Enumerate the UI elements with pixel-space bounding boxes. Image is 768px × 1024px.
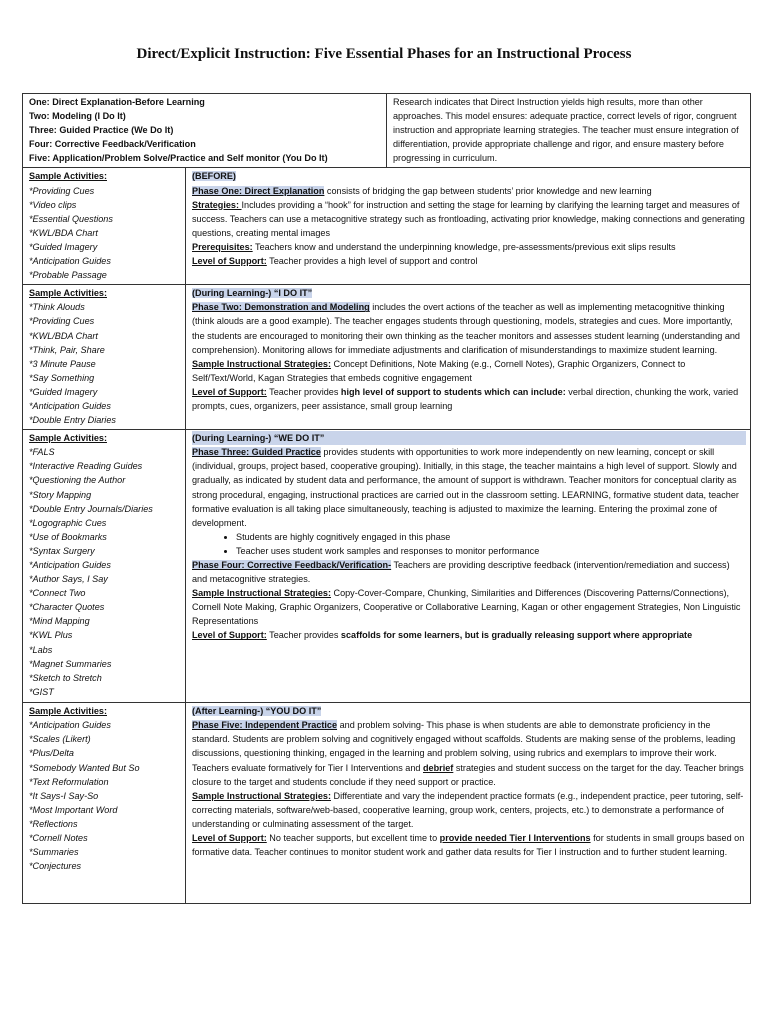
support-text: Teacher provides a high level of support and control (266, 256, 478, 267)
activity-item: *KWL/BDA Chart (29, 227, 98, 238)
activity-item: *Magnet Summaries (29, 658, 112, 669)
list-item: • Students are highly cognitively engaged in this phase (236, 530, 746, 544)
activities-cell (23, 430, 186, 703)
phase-two-label: Phase Two: Demonstration and Modeling (192, 302, 370, 313)
activity-item: *Text Reformulation (29, 776, 109, 787)
activity-item: *Video clips (29, 199, 77, 210)
list-item: • Teacher uses student work samples and responses to monitor performance (236, 544, 746, 558)
support-label: Level of Support: (192, 833, 267, 843)
phase-three-bullets (192, 530, 746, 558)
support-text: Teacher provides (266, 386, 341, 397)
before-header: (BEFORE) (192, 171, 236, 182)
activity-item: *Guided Imagery (29, 241, 98, 252)
we-do-it-header: (During Learning-) “WE DO IT” (192, 433, 325, 444)
activity-item: *Author Says, I Say (29, 574, 108, 585)
activities-heading: Sample Activities: (29, 706, 107, 717)
phase-list-item: Two: Modeling (I Do It) (29, 111, 126, 122)
activity-item: *Reflections (29, 818, 78, 829)
instructional-strategies-label: Sample Instructional Strategies: (192, 588, 331, 599)
phase-three-label: Phase Three: Guided Practice (192, 447, 321, 458)
phase-two-cell (186, 285, 751, 430)
activity-item: *Providing Cues (29, 185, 95, 196)
table-row (23, 94, 751, 168)
i-do-it-header: (During Learning-) “I DO IT” (192, 288, 313, 299)
activity-item: *Use of Bookmarks (29, 531, 107, 542)
phases-table (22, 93, 751, 904)
phase-three-text: provides students with opportunities to work more independently on new learning, concept or skill (individual, groups, project based, cooperative grouping). Initially, in this stage, the teacher maintains a high level of support. Slowly and gradually, as indicated by student data and performance, the amount of support is withdrawn. Teacher monitors for conceptual clarity as strong procedural, engaging, instructional practices are carried out in the classroom setting. LEARNING, formative student data, teacher formative evaluation is all taking place simultaneously, teaching is adjusted to maximize the learning. Entering the proximal zone of development. (192, 447, 739, 528)
activity-item: *Most Important Word (29, 804, 118, 815)
instructional-strategies-text: Copy-Cover-Compare, Chunking, Similarities and Differences (Discovering Patterns/Connections), Cornell Note Making, Graphic Organizers, Cooperative or Collaborative Learning, Kagan or other engagement Strategies, Non Linguistic Representations (192, 588, 741, 627)
activities-heading: Sample Activities: (29, 288, 107, 299)
table-row (23, 430, 751, 703)
strategies-text: Includes providing a “hook” for instruction and setting the stage for learning by clarifying the learning target and measures of success. Teachers can use a metacognitive strategy such as frontloading, activating prior knowledge, making connections and generating questions, creating mental images (192, 199, 745, 238)
activity-item: *Labs (29, 644, 53, 655)
phase-one-text: consists of bridging the gap between students’ prior knowledge and new learning (324, 185, 652, 196)
activity-item: *Probable Passage (29, 270, 107, 281)
phase-list-item: One: Direct Explanation-Before Learning (29, 97, 205, 107)
activity-item: *Somebody Wanted But So (29, 762, 140, 773)
activity-item: *Summaries (29, 847, 79, 858)
phase-list-item: Four: Corrective Feedback/Verification (29, 139, 196, 150)
phase-four-label: Phase Four: Corrective Feedback/Verification- (192, 560, 392, 570)
activity-item: *It Says-I Say-So (29, 790, 99, 801)
research-text: Research indicates that Direct Instruction yields high results, more than other approaches. This model ensures: adequate practice, correct levels of rigor, congruent instruction and appropriate learning strategies. The teacher must ensure integration of differentiation, provide appropriate challenge and rigor, and ensure mastery before progressing in curriculum. (393, 97, 739, 164)
phase-two-text: includes the overt actions of the teacher as well as implementing metacognitive thinking (think alouds are a good example). The teacher engages students through questioning, models, strategies and cues. More importantly, the students are encouraged to monitoring their own thinking as the teacher monitors and assesses student learning (understanding and comprehension). Monitoring allows for immediate adjustments and clarification of misunderstandings to maximize student learning. (192, 302, 740, 355)
activity-item: *Anticipation Guides (29, 560, 111, 570)
activities-cell (23, 703, 186, 904)
activity-item: *Anticipation Guides (29, 400, 111, 411)
activity-item: *Say Something (29, 372, 95, 383)
phase-one-label: Phase One: Direct Explanation (192, 185, 325, 196)
activity-item: *FALS (29, 447, 55, 458)
instructional-strategies-label: Sample Instructional Strategies: (192, 358, 331, 369)
activity-item: *KWL/BDA Chart (29, 330, 98, 341)
activity-item: *Mind Mapping (29, 616, 90, 627)
instructional-strategies-text: Differentiate and vary the independent practice formats (e.g., independent practice, peer tutoring, self-correcting materials, software/web-based, cooperative learning, group work, centers, projects, etc.) to demonstrate a performance of understanding or culminating assessment of the target. (192, 790, 744, 829)
activity-item: *Think, Pair, Share (29, 344, 105, 355)
support-text: verbal direction, chunking the work, varied prompts, cues, organizers, peer assistance, small group learning (192, 386, 739, 411)
activity-item: *GIST (29, 686, 54, 697)
prerequisites-text: Teachers know and understand the underpinning knowledge, pre-assessments/previous exit slips results (252, 241, 676, 252)
phase-three-four-cell (186, 430, 751, 703)
activity-item: *Character Quotes (29, 602, 105, 613)
activity-item: *Conjectures (29, 861, 82, 872)
phase-four-text: Teachers are providing descriptive feedback (intervention/remediation and success) and metacognitive strategies. (192, 560, 730, 585)
activities-cell (23, 168, 186, 285)
phase-list-item: Three: Guided Practice (We Do It) (29, 125, 174, 136)
activity-item: *Syntax Surgery (29, 545, 95, 556)
activity-item: *Connect Two (29, 588, 86, 599)
activity-item: *Cornell Notes (29, 833, 88, 843)
support-text: for students in small groups based on formative data. Teacher continues to monitor student work and gather data results for Tier I instruction and to further student learning. (192, 833, 745, 858)
support-text: Teacher provides (266, 630, 341, 641)
activity-item: *Anticipation Guides (29, 256, 111, 267)
activities-heading: Sample Activities: (29, 171, 107, 182)
activity-item: *Plus/Delta (29, 748, 74, 759)
table-row (23, 703, 751, 904)
phase-five-text: and problem solving- This phase is when students are able to demonstrate proficiency in the standard. Students are problem solving and cognitively engaged without scaffolds. Students are making sense of the problems, leading discussions, questioning thinking, engaged in the learning and problem solving, using rubrics and exemplars to improve their work. Teachers evaluate formatively for Tier I Interventions and (192, 720, 736, 773)
strategies-label: Strategies: (192, 199, 242, 210)
you-do-it-header: (After Learning-) “YOU DO IT” (192, 706, 322, 717)
support-label: Level of Support: (192, 386, 267, 397)
table-row (23, 285, 751, 430)
activity-item: *Guided Imagery (29, 386, 98, 397)
activity-item: *Questioning the Author (29, 475, 126, 486)
research-cell (387, 94, 751, 168)
phase-one-cell (186, 168, 751, 285)
activity-item: *Think Alouds (29, 302, 85, 313)
activity-item: *Essential Questions (29, 213, 113, 224)
support-text: No teacher supports, but excellent time to (266, 833, 440, 843)
phase-list-item: Five: Application/Problem Solve/Practice and Self monitor (You Do It) (29, 153, 328, 164)
instructional-strategies-text: Concept Definitions, Note Making (e.g., Cornell Notes), Graphic Organizers, Connect to Self/Text/World, Kagan Strategies that embeds cognitive engagement (192, 358, 686, 383)
prerequisites-label: Prerequisites: (192, 241, 253, 252)
activity-item: *3 Minute Pause (29, 358, 96, 369)
debrief-term: debrief (423, 762, 454, 773)
activity-item: *Double Entry Journals/Diaries (29, 503, 153, 514)
page-title: Direct/Explicit Instruction: Five Essential Phases for an Instructional Process (136, 46, 632, 62)
activity-item: *Logographic Cues (29, 517, 107, 528)
activities-heading: Sample Activities: (29, 433, 107, 444)
instructional-strategies-label: Sample Instructional Strategies: (192, 790, 331, 801)
activity-item: *Story Mapping (29, 489, 92, 500)
activity-item: *Scales (Likert) (29, 734, 91, 745)
activity-item: *KWL Plus (29, 630, 73, 641)
activity-item: *Sketch to Stretch (29, 672, 102, 683)
activity-item: *Anticipation Guides (29, 720, 111, 731)
activity-item: *Double Entry Diaries (29, 415, 116, 426)
support-emphasis: high level of support to students which can include: (340, 386, 566, 397)
support-emphasis: provide needed Tier I Interventions (439, 833, 591, 843)
support-label: Level of Support: (192, 256, 267, 267)
support-label: Level of Support: (192, 630, 267, 641)
table-row (23, 168, 751, 285)
phase-five-label: Phase Five: Independent Practice (192, 720, 338, 731)
activity-item: *Providing Cues (29, 316, 95, 327)
phase-five-text: strategies and student success on the target for the day. Teacher brings closure to the target and students conclude if they need support or practice. (192, 762, 744, 787)
phase-five-cell (186, 703, 751, 904)
phases-list-cell (23, 94, 387, 168)
activities-cell (23, 285, 186, 430)
activity-item: *Interactive Reading Guides (29, 461, 143, 472)
support-emphasis: scaffolds for some learners, but is gradually releasing support where appropriate (340, 630, 693, 641)
